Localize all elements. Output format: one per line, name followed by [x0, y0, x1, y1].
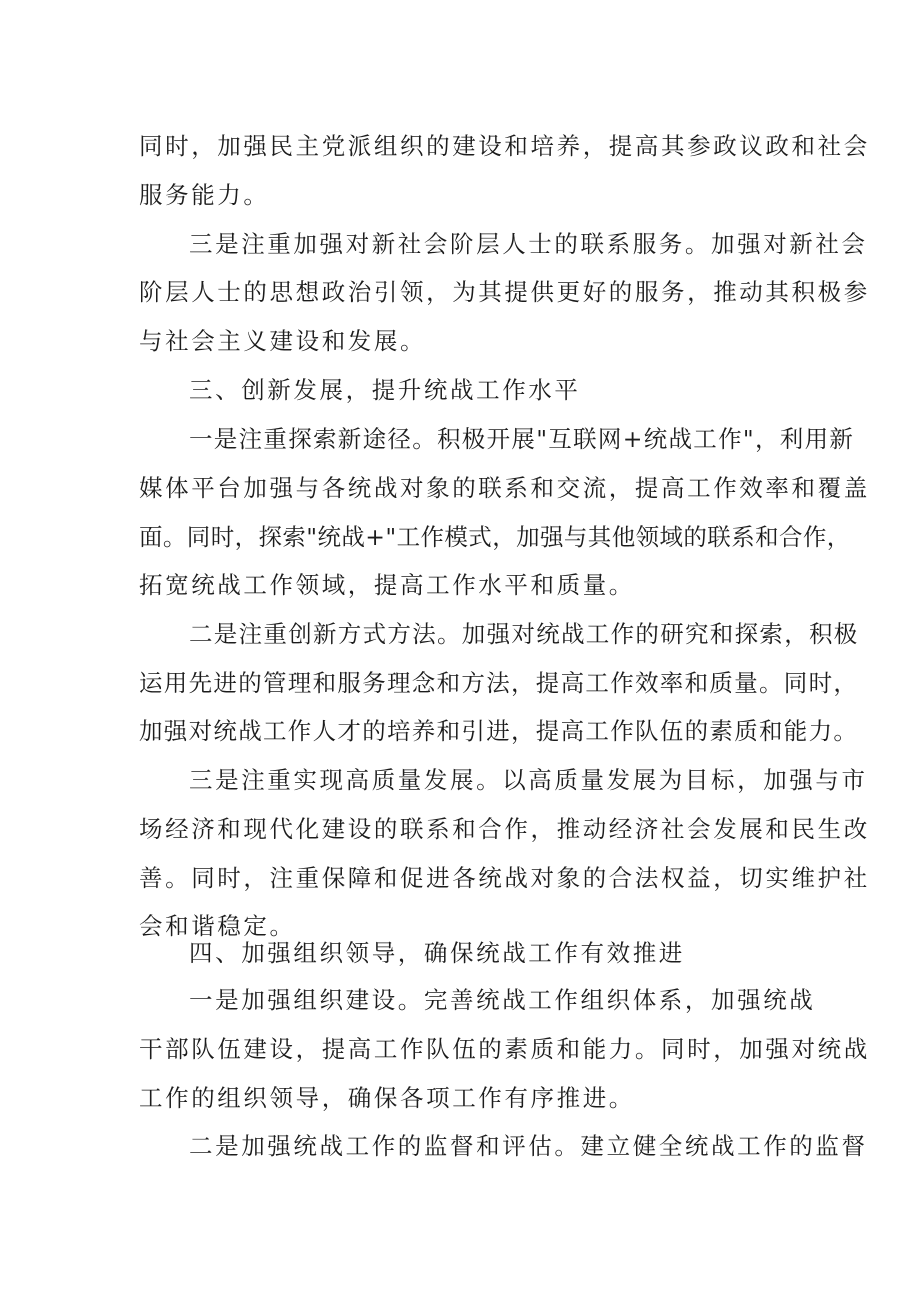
paragraph-line: 善。同时，注重保障和促进各统战对象的合法权益，切实维护社 — [139, 864, 870, 892]
paragraph-line: 媒体平台加强与各统战对象的联系和交流，提高工作效率和覆盖 — [139, 474, 870, 502]
paragraph-line: 干部队伍建设，提高工作队伍的素质和能力。同时，加强对统战 — [139, 1035, 870, 1063]
paragraph-line: 一是注重探索新途径。积极开展"互联网+统战工作"，利用新 — [189, 425, 855, 453]
paragraph-line: 二是注重创新方式方法。加强对统战工作的研究和探索，积极 — [189, 620, 859, 648]
section-heading: 四、加强组织领导，确保统战工作有效推进 — [189, 939, 685, 967]
paragraph-line: 与社会主义建设和发展。 — [139, 327, 427, 355]
paragraph-line: 会和谐稳定。 — [139, 912, 296, 940]
paragraph-line: 拓宽统战工作领域，提高工作水平和质量。 — [139, 571, 635, 599]
paragraph-line: 一是加强组织建设。完善统战工作组织体系，加强统战 — [189, 986, 816, 1014]
paragraph-line: 运用先进的管理和服务理念和方法，提高工作效率和质量。同时， — [139, 669, 859, 697]
paragraph-line: 同时，加强民主党派组织的建设和培养，提高其参政议政和社会 — [139, 132, 870, 160]
paragraph-line: 二是加强统战工作的监督和评估。建立健全统战工作的监督 — [189, 1132, 868, 1160]
paragraph-line: 场经济和现代化建设的联系和合作，推动经济社会发展和民生改 — [139, 815, 870, 843]
paragraph-line: 阶层人士的思想政治引领，为其提供更好的服务，推动其积极参 — [139, 278, 870, 306]
section-heading: 三、创新发展，提升统战工作水平 — [189, 376, 581, 404]
paragraph-line: 三是注重实现高质量发展。以高质量发展为目标，加强与市 — [189, 766, 868, 794]
paragraph-line: 工作的组织领导，确保各项工作有序推进。 — [139, 1084, 635, 1112]
paragraph-line: 加强对统战工作人才的培养和引进，提高工作队伍的素质和能力。 — [139, 717, 859, 745]
paragraph-line: 面。同时，探索"统战+"工作模式，加强与其他领域的联系和合作， — [139, 523, 851, 551]
paragraph-line: 三是注重加强对新社会阶层人士的联系服务。加强对新社会 — [189, 230, 868, 258]
paragraph-line: 服务能力。 — [139, 181, 270, 209]
